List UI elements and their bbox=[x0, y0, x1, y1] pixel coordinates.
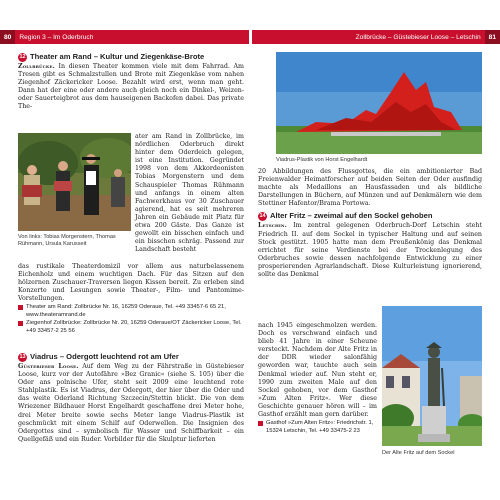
place-name: Zollbrücke. bbox=[18, 63, 55, 70]
section-12 bbox=[18, 52, 244, 112]
musicians-photo bbox=[18, 133, 131, 231]
marker-icon bbox=[18, 305, 23, 310]
body-text: 20 Abbildungen des Flussgottes, die ein ambitionierter Bad Freienwalder Heimatforscher auf beiden Seiten der Oder ausfindig machte als Medaillons an Hausfassaden und als bildliche Darstellungen in Büchern, auf Münzen und auf Denkmälern wie dem Stettiner Hafentor/Brama Portowa. bbox=[258, 168, 482, 208]
section-12-continued bbox=[18, 263, 244, 335]
paragraph bbox=[18, 63, 244, 112]
photo-caption-viadrus: Viadrus-Plastik von Horst Engelhardt bbox=[276, 157, 368, 163]
body-text: ater am Rand in Zollbrücke, im nördlichen Oderbruch direkt hinter dem Oderdeich gelegen, ist eine Institution. Gegründet 1998 von dem Akkordeonisten Tobias Morgenstern und dem Schauspieler Thomas Rühmann und anfangs in einem alten Fachwerkhaus vor 30 Zuschauer agierend, hat es seit mehreren Jahren ein Gebäude mit Platz für etwa 200 Gäste. Das Ganze ist gewollt ein bisschen einfach und ein bisschen schräg. Passend zur Landschaft besteht bbox=[135, 133, 244, 254]
address-text: Gasthof »Zum Alten Fritz«: Friedrichstr. 1, 15324 Letschin, Tel. +49 33475-2 23 bbox=[266, 420, 374, 434]
body-text: das rustikale Theaterdomizil vor allem aus naturbelassenem Eichenholz und einem wuchtigen Dach. Für das Sitzen auf den hölzernen Zuschauer-Traversen liegen Kissen bereit. Zu erleben sind Konzerte und Lesungen sowie Theater-, Film- und Pantomime-Vorstellungen. bbox=[18, 263, 244, 303]
body-text: In diesen Theater kommen viele mit dem Fahrrad. Am Tresen gibt es Schmalzstullen und Brote mit Ziegenkäse vom nahen Ziegenhof Zäckericker Loose. Bezahlt wird erst, wenn man geht. Dann hat der eine oder andere auch gleich noch ein Dinkel-, Weizen- oder Sauerteigbrot aus dem hauseigenen Backofen dabei. Das private The- bbox=[18, 63, 244, 111]
section-13-heading bbox=[18, 352, 244, 362]
section-14-heading bbox=[258, 211, 482, 221]
body-text: Im zentral gelegenen Oderbruch-Dorf Letschin steht Friedrich II. auf dem Sockel in typischer Haltung und auf seinen Stock gestützt. 1905 hatte man dem Preußenkönig das Denkmal errichtet für seine Verdienste bei der Trockenlegung des Oderbruches sowie dessen nachfolgende Entwicklung zu einer prosperierenden Agrarlandschaft. Diese Kulturleistung ignorierend, sollte das Denkmal bbox=[258, 222, 482, 279]
address-gasthof bbox=[258, 420, 377, 435]
body-text: nach 1945 eingeschmolzen werden. Doch es verschwand einfach und blieb 41 Jahre in einer Scheune versteckt. Nachdem der Alte Fritz in der DDR wieder salonfähig geworden war, tauchte auch sein Denkmal wieder auf. Nun steht er, 1990 zum zweiten Male auf den Sockel gehoben, vor dem Gasthof »Zum Alten Fritz«. Wer diese Geschichte genauer hören will – im Gasthof erzählt man gern darüber. bbox=[258, 322, 377, 419]
paragraph bbox=[258, 222, 482, 279]
address-text: Ziegenhof Zollbrücke: Zollbrücke Nr. 20, 16259 Oderaue/OT Zäckericker Loose, Tel. +49 33457-2 25 56 bbox=[26, 320, 242, 334]
address-theater bbox=[18, 304, 244, 319]
number-badge: 13 bbox=[19, 354, 26, 360]
body-text: Auf dem Weg zu der Fährstraße in Güstebieser Loose, kurz vor der Autofähre »Bez Granic« (siehe S. 105) über die Oder ans polnische Ufer, steht seit 2009 eine leuchtend rote Stahlplastik. Es ist Viadrus, der Odergott, der hier über die Oder und das weite Oderland Richtung Szczecin/Stettin blickt. Die von dem Wriezener Bildhauer Horst Engelhardt geschaffene drei Meter hohe, drei Meter breite sowie sechs Meter lange Viadrus-Plastik ist geschmückt mit einem Schilf auf Oderwellen. Die Insignien des Odergottes sind – symbolisch für Wasser und Schiffbarkeit – ein Quellgefäß und ein Ruder. Vorbilder für die Skulptur lieferten bbox=[18, 363, 244, 443]
running-title-right: Zollbrücke – Güstebieser Loose – Letschin bbox=[355, 33, 481, 41]
page-number-right: 81 bbox=[485, 30, 500, 44]
paragraph bbox=[18, 363, 244, 444]
section-14-text-left bbox=[258, 322, 377, 435]
place-name: Güstebieser Loose. bbox=[18, 363, 79, 370]
marker-icon bbox=[258, 421, 263, 426]
section-12-heading bbox=[18, 52, 244, 62]
number-badge: 12 bbox=[19, 54, 26, 60]
section-13 bbox=[18, 352, 244, 444]
address-text: Theater am Rand: Zollbrücke Nr. 16, 16259 Oderaue, Tel. +49 33457-6 65 21, www.theateramrand.de bbox=[26, 304, 226, 318]
photo-caption-musicians: Von links: Tobias Morgenstern, Thomas Rühmann, Ursula Karusseit bbox=[18, 234, 116, 247]
alter-fritz-statue-photo bbox=[382, 306, 482, 446]
page-number-left: 80 bbox=[0, 30, 15, 44]
page-header-left bbox=[0, 30, 249, 44]
section-title: Viadrus – Odergott leuchtend rot am Ufer bbox=[30, 352, 179, 361]
place-name: Letschin. bbox=[258, 222, 287, 230]
address-ziegenhof bbox=[18, 320, 244, 335]
number-badge: 14 bbox=[259, 213, 266, 220]
section-title: Theater am Rand – Kultur und Ziegenkäse-Brote bbox=[30, 52, 205, 61]
marker-icon bbox=[18, 321, 23, 326]
viadrus-sculpture-photo bbox=[276, 52, 482, 154]
page-header-right bbox=[252, 30, 500, 44]
running-title-left: Region 3 – Im Oderbruch bbox=[19, 33, 94, 41]
section-title: Alter Fritz – zweimal auf den Sockel gehoben bbox=[270, 211, 433, 221]
photo-caption-alter-fritz: Der Alte Fritz auf dem Sockel bbox=[382, 450, 455, 456]
section-13-continued bbox=[258, 168, 482, 279]
section-12-text-right bbox=[135, 133, 244, 254]
